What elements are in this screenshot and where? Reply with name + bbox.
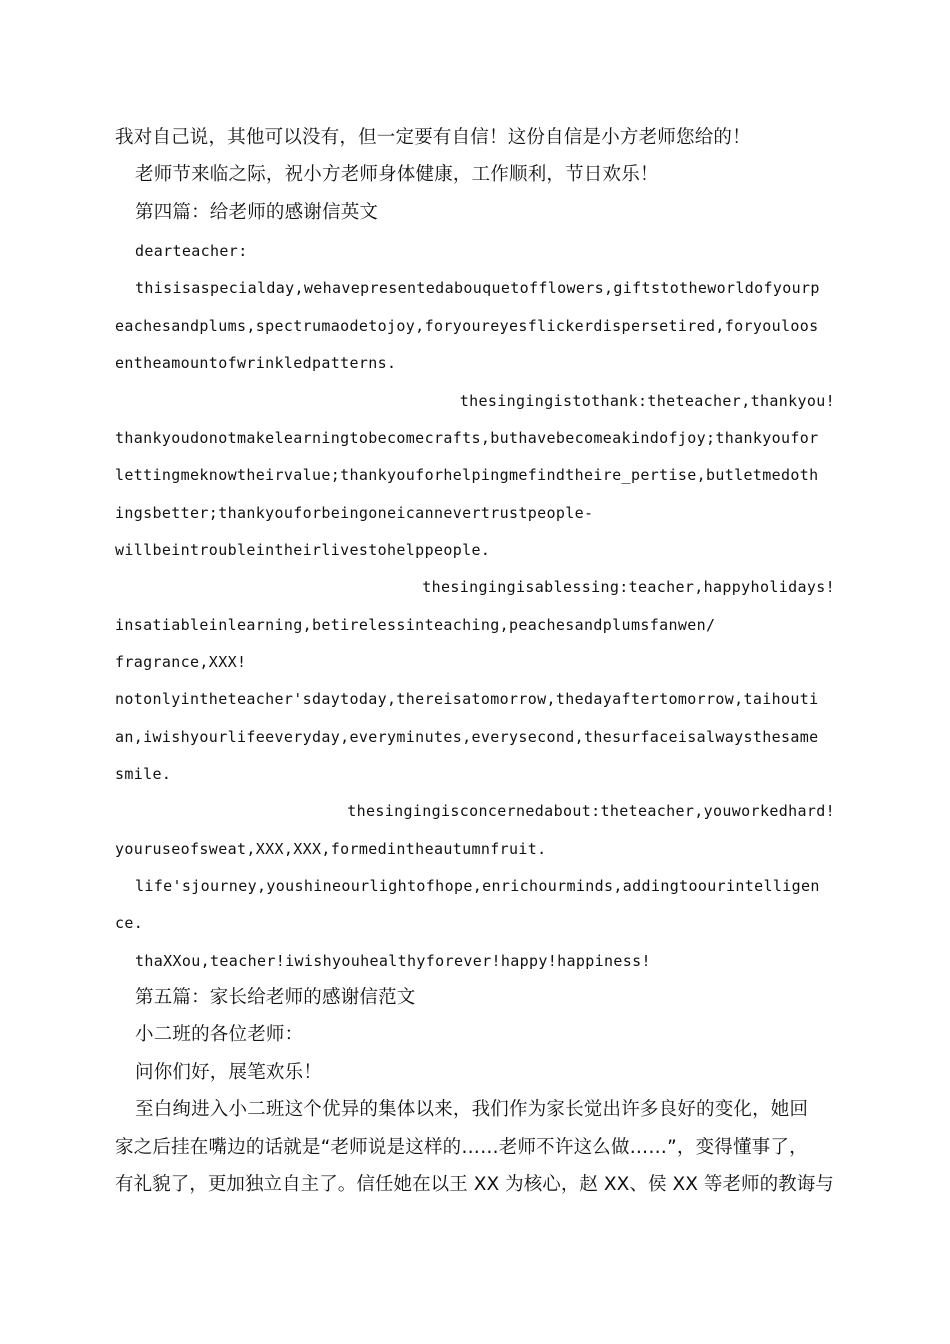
body-line: eachesandplums,spectrumaodetojoy,foryoureyesflickerdispersetired,foryouloos — [115, 317, 819, 335]
body-line: insatiableinlearning,betirelessinteaching,peachesandplumsfanwen/ — [115, 616, 716, 634]
section-heading: 第四篇：给老师的感谢信英文 — [135, 202, 379, 223]
body-line: smile. — [115, 765, 172, 783]
body-line: 我对自己说，其他可以没有，但一定要有自信！这份自信是小方老师您给的！ — [115, 127, 751, 148]
body-line: thankyoudonotmakelearningtobecomecrafts,buthavebecomeakindofjoy;thankyoufor — [115, 429, 819, 447]
salutation: 小二班的各位老师： — [135, 1024, 304, 1045]
body-line: ce. — [115, 914, 144, 932]
section-heading: 第五篇：家长给老师的感谢信范文 — [135, 987, 416, 1008]
verse-heading: thesingingisablessing:teacher,happyholidays! — [422, 578, 835, 596]
body-line: willbeintroubleintheirlivestohelppeople. — [115, 541, 491, 559]
verse-heading: thesingingisconcernedabout:theteacher,youworkedhard! — [347, 802, 835, 820]
verse-heading: thesingingistothank:theteacher,thankyou! — [459, 392, 835, 410]
body-line: notonlyintheteacher'sdaytoday,thereisatomorrow,thedayaftertomorrow,taihouti — [115, 690, 819, 708]
body-line: thaXXou,teacher!iwishyouhealthyforever!happy!happiness! — [135, 952, 651, 970]
body-line: fragrance,XXX! — [115, 653, 247, 671]
salutation: dearteacher: — [135, 242, 248, 260]
body-line: lettingmeknowtheirvalue;thankyouforhelpingmefindtheire_pertise,butletmedoth — [115, 466, 819, 484]
greeting-line: 问你们好，展笔欢乐！ — [135, 1062, 323, 1083]
body-line: an,iwishyourlifeeveryday,everyminutes,everysecond,thesurfaceisalwaysthesame — [115, 728, 819, 746]
body-line: 老师节来临之际，祝小方老师身体健康，工作顺利，节日欢乐！ — [135, 164, 659, 185]
body-line: entheamountofwrinkledpatterns. — [115, 354, 397, 372]
body-line: 家之后挂在嘴边的话就是“老师说是这样的……老师不许这么做……”，变得懂事了， — [115, 1137, 808, 1158]
body-line: 至白绚进入小二班这个优异的集体以来，我们作为家长觉出许多良好的变化，她回 — [135, 1099, 809, 1120]
body-line: 有礼貌了，更加独立自主了。信任她在以王 XX 为核心，赵 XX、侯 XX 等老师的教诲与 — [115, 1174, 834, 1195]
body-line: thisisaspecialday,wehavepresentedabouquetofflowers,giftstotheworldofyourp — [135, 279, 820, 297]
body-line: ingsbetter;thankyouforbeingoneicannevertrustpeople- — [115, 504, 594, 522]
body-line: youruseofsweat,XXX,XXX,formedintheautumnfruit. — [115, 840, 547, 858]
body-line: life'sjourney,youshineourlightofhope,enrichourminds,addingtoourintelligen — [135, 877, 820, 895]
